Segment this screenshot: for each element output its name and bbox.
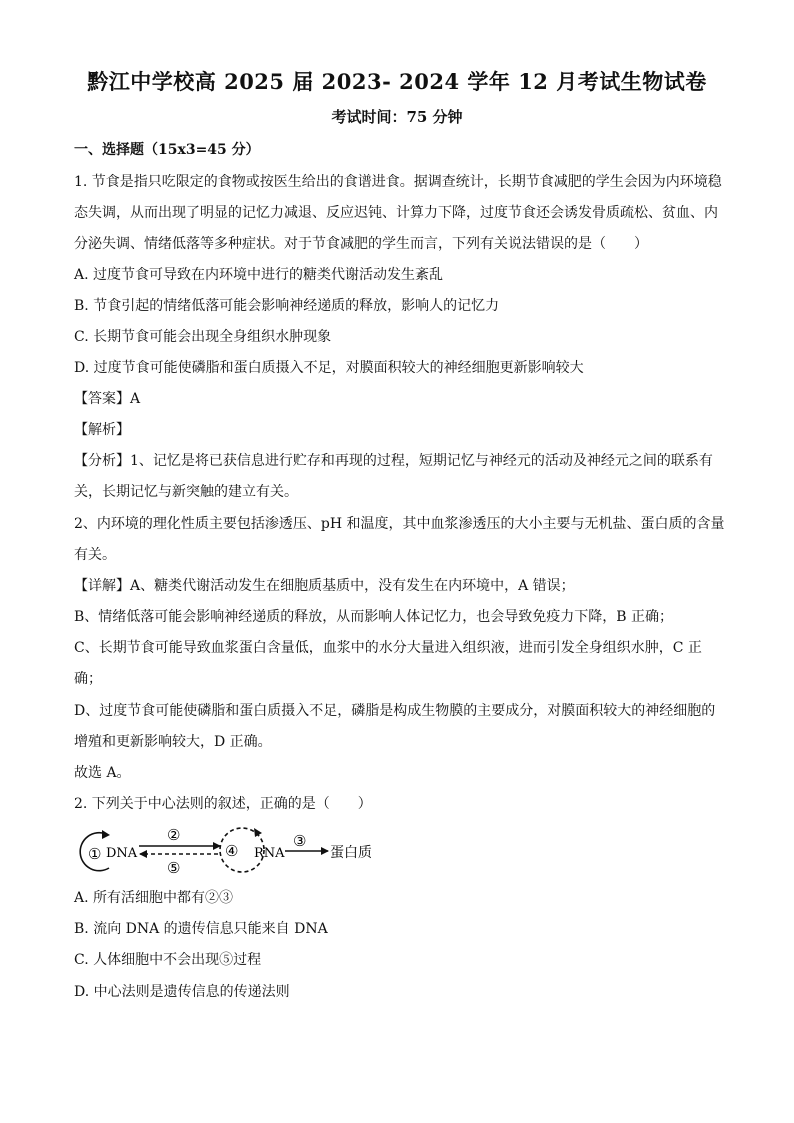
central-dogma-diagram [70, 822, 400, 884]
q1-answer: 【答案】A [74, 391, 141, 407]
rna-label: RNA [254, 846, 285, 861]
q1-option-a: A. 过度节食可导致在内环境中进行的糖类代谢活动发生紊乱 [74, 267, 444, 283]
q1-analysis-line: 【详解】A、糖类代谢活动发生在细胞质基质中，没有发生在内环境中，A 错误； [74, 578, 575, 594]
protein-label: 蛋白质 [330, 845, 372, 861]
q1-analysis-line: 有关。 [74, 547, 116, 563]
q1-option-c: C. 长期节食可能会出现全身组织水肿现象 [74, 329, 332, 345]
q1-analysis-line: 【分析】1、记忆是将已获信息进行贮存和再现的过程，短期记忆与神经元的活动及神经元之间的联系有 [74, 453, 713, 469]
q1-analysis-line: 增殖和更新影响较大，D 正确。 [74, 734, 272, 750]
exam-time: 考试时间：75 分钟 [331, 108, 463, 126]
label-1: ① [88, 845, 102, 863]
q1-analysis-line: D、过度节食可能使磷脂和蛋白质摄入不足，磷脂是构成生物膜的主要成分，对膜面积较大的神经细胞的 [74, 703, 716, 719]
q2-option-d: D. 中心法则是遗传信息的传递法则 [74, 984, 290, 1000]
section-heading: 一、选择题（15x3=45 分） [74, 142, 260, 158]
q1-analysis-line: 确； [74, 671, 102, 687]
q2-option-a: A. 所有活细胞中都有②③ [74, 890, 234, 906]
replication-arrowhead [102, 830, 110, 839]
q1-analysis-line: 关，长期记忆与新突触的建立有关。 [74, 484, 298, 500]
q1-option-b: B. 节食引起的情绪低落可能会影响神经递质的释放，影响人的记忆力 [74, 298, 500, 314]
q1-analysis-line: C、长期节食可能导致血浆蛋白含量低，血浆中的水分大量进入组织液，进而引发全身组织水肿，C 正 [74, 640, 702, 656]
q1-analysis-line: 2、内环境的理化性质主要包括渗透压、pH 和温度，其中血浆渗透压的大小主要与无机盐、蛋白质的含量 [74, 516, 725, 532]
q1-analysis-line: 故选 A。 [74, 765, 131, 781]
q1-analysis-line: B、情绪低落可能会影响神经递质的释放，从而影响人体记忆力，也会导致免疫力下降，B 正确； [74, 609, 674, 625]
q2-option-b: B. 流向 DNA 的遗传信息只能来自 DNA [74, 921, 328, 937]
label-3: ③ [293, 832, 307, 850]
label-4: ④ [225, 842, 239, 860]
q1-analysis-label: 【解析】 [74, 422, 130, 438]
q2-stem: 2. 下列关于中心法则的叙述，正确的是（ ） [74, 796, 372, 812]
label-5: ⑤ [167, 859, 181, 877]
q1-stem-line: 1. 节食是指只吃限定的食物或按医生给出的食谱进食。据调查统计，长期节食减肥的学生会因为内环境稳 [74, 174, 722, 190]
dna-label: DNA [106, 846, 138, 861]
q2-option-c: C. 人体细胞中不会出现⑤过程 [74, 952, 262, 968]
q1-stem-line: 分泌失调、情绪低落等多种症状。对于节食减肥的学生而言，下列有关说法错误的是（ ） [74, 236, 648, 252]
label-2: ② [167, 826, 181, 844]
page-title: 黔江中学校高 2025 届 2023- 2024 学年 12 月考试生物试卷 [87, 69, 707, 94]
q1-stem-line: 态失调，从而出现了明显的记忆力减退、反应迟钝、计算力下降，过度节食还会诱发骨质疏松、贫血、内 [74, 205, 718, 221]
q1-option-d: D. 过度节食可能使磷脂和蛋白质摄入不足，对膜面积较大的神经细胞更新影响较大 [74, 360, 584, 376]
